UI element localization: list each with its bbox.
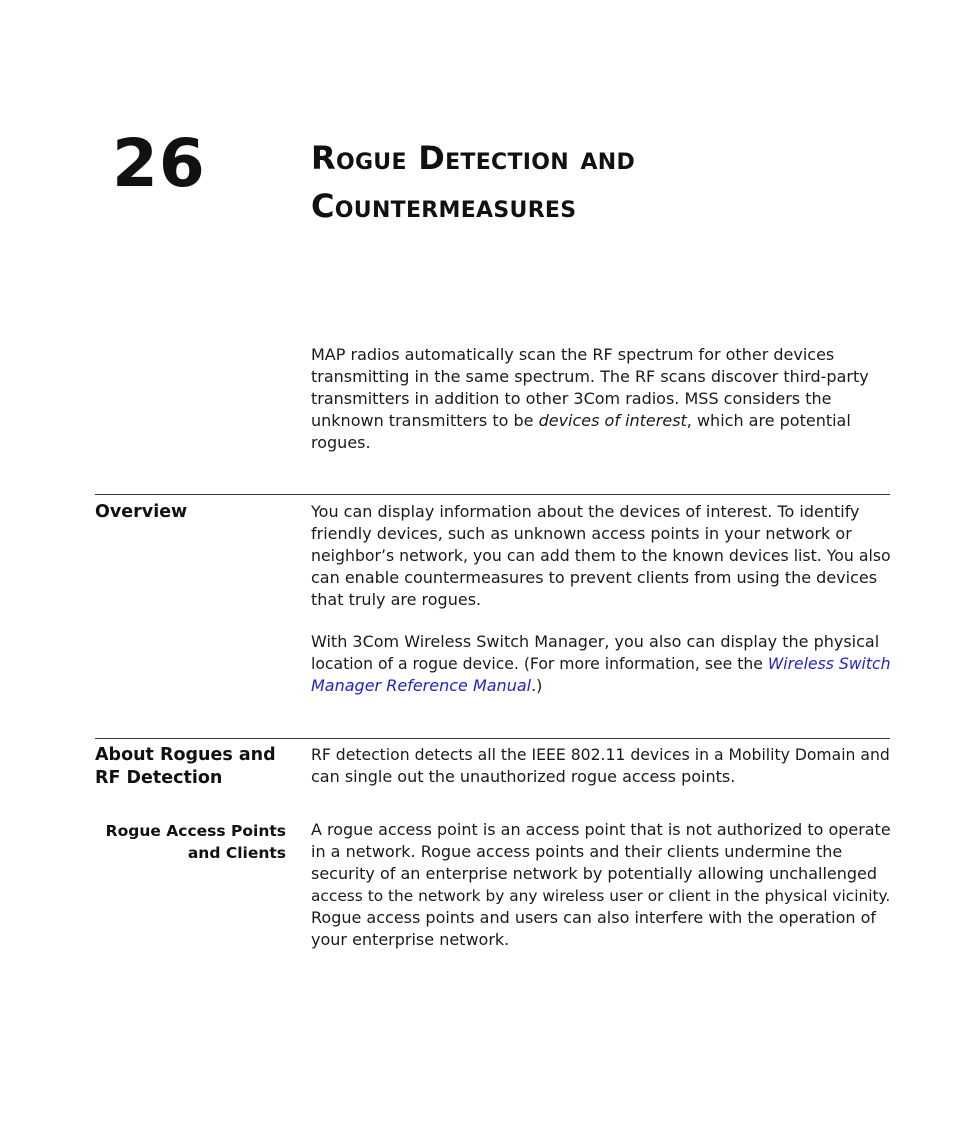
intro-line: rogues. <box>311 433 371 452</box>
rogue-ap-line: in a network. Rogue access points and their clients undermine the <box>311 842 843 861</box>
rogue-ap-line: access to the network by any wireless user or client in the physical vicinity. <box>311 887 891 905</box>
chapter-title-line-1: Rogue Detection and <box>311 139 636 177</box>
overview-paragraph-1 <box>311 501 891 611</box>
intro-paragraph <box>311 344 891 454</box>
overview-heading <box>95 501 295 524</box>
rogue-ap-line: security of an enterprise network by potentially allowing unchallenged <box>311 864 878 883</box>
overview-line: With 3Com Wireless Switch Manager, you also can display the physical <box>311 632 880 651</box>
intro-emphasis: devices of interest <box>538 411 687 430</box>
overview-line2-before: location of a rogue device. (For more information, see the <box>311 654 768 673</box>
overview-line <box>311 675 891 697</box>
reference-manual-link[interactable]: Wireless Switch <box>767 654 891 673</box>
section-divider <box>95 494 890 495</box>
about-heading-line: About Rogues and <box>95 745 276 765</box>
intro-line <box>311 410 891 432</box>
rogue-ap-line: Rogue access points and users can also interfere with the operation of <box>311 908 877 927</box>
overview-line <box>311 653 891 675</box>
section-divider <box>95 738 890 739</box>
intro-line: transmitters in addition to other 3Com radios. MSS considers the <box>311 389 832 408</box>
intro-line4-after: , which are potential <box>686 411 851 430</box>
overview-line: neighbor’s network, you can add them to the known devices list. You also <box>311 546 891 565</box>
rogue-access-points-heading <box>95 820 286 864</box>
intro-line: MAP radios automatically scan the RF spectrum for other devices <box>311 345 835 364</box>
rogue-ap-line: your enterprise network. <box>311 930 510 949</box>
about-rogues-heading <box>95 744 295 790</box>
chapter-title-line-2: Countermeasures <box>311 187 577 225</box>
intro-line: transmitting in the same spectrum. The RF scans discover third-party <box>311 367 869 386</box>
subheading-line: Rogue Access Points <box>105 822 286 840</box>
about-line: RF detection detects all the IEEE 802.11 devices in a Mobility Domain and <box>311 745 890 764</box>
about-line: can single out the unauthorized rogue access points. <box>311 767 736 786</box>
rogue-access-points-paragraph <box>311 819 891 951</box>
overview-line3-after: .) <box>531 676 543 695</box>
overview-line: friendly devices, such as unknown access points in your network or <box>311 524 852 543</box>
overview-heading-text: Overview <box>95 502 188 522</box>
chapter-title <box>311 134 891 230</box>
reference-manual-link-continued[interactable]: Manager Reference Manual <box>311 676 532 695</box>
about-rogues-paragraph <box>311 744 891 788</box>
overview-paragraph-2 <box>311 631 891 697</box>
chapter-number: 26 <box>112 125 206 202</box>
about-heading-line: RF Detection <box>95 768 223 788</box>
overview-line: that truly are rogues. <box>311 590 482 609</box>
overview-line: You can display information about the devices of interest. To identify <box>311 502 860 521</box>
rogue-ap-line: A rogue access point is an access point that is not authorized to operate <box>311 820 891 839</box>
subheading-line: and Clients <box>187 844 286 862</box>
overview-line: can enable countermeasures to prevent clients from using the devices <box>311 568 878 587</box>
intro-line4-before: unknown transmitters to be <box>311 411 539 430</box>
